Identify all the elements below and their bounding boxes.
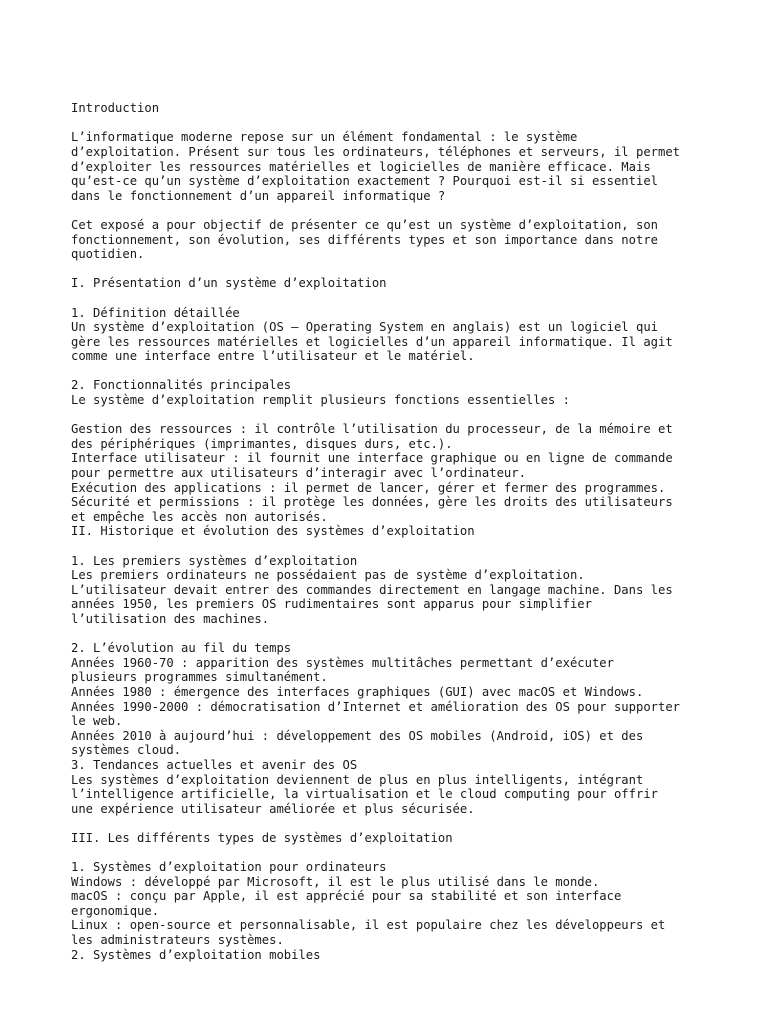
text-line: Les systèmes d’exploitation deviennent de plus en plus intelligents, intégrant — [71, 772, 644, 787]
text-line: le web. — [71, 714, 123, 729]
text-paragraph — [71, 554, 711, 627]
text-line: Un système d’exploitation (OS – Operating System en anglais) est un logiciel qui — [71, 320, 658, 335]
text-line: Le système d’exploitation remplit plusieurs fonctions essentielles : — [71, 393, 570, 408]
text-line: 1. Définition détaillée — [71, 305, 240, 320]
text-paragraph — [71, 641, 711, 816]
text-line: Années 2010 à aujourd’hui : développement des OS mobiles (Android, iOS) et des — [71, 728, 644, 743]
text-line: Windows : développé par Microsoft, il est le plus utilisé dans le monde. — [71, 874, 600, 889]
document-body — [71, 101, 711, 962]
text-line: Années 1980 : émergence des interfaces graphiques (GUI) avec macOS et Windows. — [71, 684, 644, 699]
text-line: 2. L’évolution au fil du temps — [71, 641, 292, 656]
text-paragraph — [71, 218, 711, 262]
text-line: Interface utilisateur : il fournit une interface graphique ou en ligne de commande — [71, 451, 673, 466]
paragraph-gap — [71, 408, 711, 423]
text-line: L’informatique moderne repose sur un élément fondamental : le système — [71, 130, 578, 145]
text-paragraph — [71, 101, 711, 116]
document-page — [71, 72, 711, 977]
text-line: 1. Systèmes d’exploitation pour ordinateurs — [71, 860, 387, 875]
text-paragraph — [71, 306, 711, 364]
paragraph-gap — [71, 291, 711, 306]
text-line: macOS : conçu par Apple, il est apprécié pour sa stabilité et son interface — [71, 889, 622, 904]
text-line: Linux : open-source et personnalisable, il est populaire chez les développeurs et — [71, 918, 666, 933]
text-line: Gestion des ressources : il contrôle l’utilisation du processeur, de la mémoire et — [71, 422, 673, 437]
text-line: II. Historique et évolution des systèmes d’exploitation — [71, 524, 475, 539]
text-line: les administrateurs systèmes. — [71, 933, 284, 948]
text-line: Exécution des applications : il permet de lancer, gérer et fermer des programmes. — [71, 480, 666, 495]
text-line: l’intelligence artificielle, la virtualisation et le cloud computing pour offrir — [71, 787, 658, 802]
text-line: une expérience utilisateur améliorée et plus sécurisée. — [71, 801, 475, 816]
text-line: 3. Tendances actuelles et avenir des OS — [71, 757, 358, 772]
text-line: Années 1960-70 : apparition des systèmes multitâches permettant d’exécuter — [71, 655, 614, 670]
text-paragraph — [71, 276, 711, 291]
text-line: Introduction — [71, 101, 160, 116]
paragraph-gap — [71, 539, 711, 554]
text-line: 2. Fonctionnalités principales — [71, 378, 292, 393]
text-line: des périphériques (imprimantes, disques durs, etc.). — [71, 436, 453, 451]
text-line: gère les ressources matérielles et logicielles d’un appareil informatique. Il agit — [71, 334, 673, 349]
text-line: ergonomique. — [71, 903, 160, 918]
text-line: l’utilisation des machines. — [71, 611, 270, 626]
paragraph-gap — [71, 364, 711, 379]
text-line: systèmes cloud. — [71, 743, 182, 758]
text-line: et empêche les accès non autorisés. — [71, 509, 328, 524]
paragraph-gap — [71, 816, 711, 831]
text-paragraph — [71, 860, 711, 962]
text-paragraph — [71, 831, 711, 846]
text-paragraph — [71, 422, 711, 539]
text-line: L’utilisateur devait entrer des commandes directement en langage machine. Dans les — [71, 582, 673, 597]
paragraph-gap — [71, 845, 711, 860]
text-line: d’exploiter les ressources matérielles et logicielles de manière efficace. Mais — [71, 159, 651, 174]
text-line: III. Les différents types de systèmes d’exploitation — [71, 830, 453, 845]
text-paragraph — [71, 378, 711, 407]
text-line: qu’est-ce qu’un système d’exploitation exactement ? Pourquoi est-il si essentiel — [71, 174, 658, 189]
text-line: 1. Les premiers systèmes d’exploitation — [71, 553, 358, 568]
text-line: Sécurité et permissions : il protège les données, gère les droits des utilisateurs — [71, 495, 673, 510]
paragraph-gap — [71, 116, 711, 131]
text-line: dans le fonctionnement d’un appareil informatique ? — [71, 188, 446, 203]
text-line: Cet exposé a pour objectif de présenter ce qu’est un système d’exploitation, son — [71, 217, 658, 232]
text-line: comme une interface entre l’utilisateur et le matériel. — [71, 349, 475, 364]
text-line: I. Présentation d’un système d’exploitation — [71, 276, 387, 291]
text-line: fonctionnement, son évolution, ses différents types et son importance dans notre — [71, 232, 658, 247]
paragraph-gap — [71, 262, 711, 277]
text-line: 2. Systèmes d’exploitation mobiles — [71, 947, 321, 962]
text-paragraph — [71, 130, 711, 203]
text-line: années 1950, les premiers OS rudimentaires sont apparus pour simplifier — [71, 597, 592, 612]
text-line: Années 1990-2000 : démocratisation d’Internet et amélioration des OS pour supporter — [71, 699, 681, 714]
paragraph-gap — [71, 627, 711, 642]
text-line: Les premiers ordinateurs ne possédaient pas de système d’exploitation. — [71, 568, 585, 583]
text-line: d’exploitation. Présent sur tous les ordinateurs, téléphones et serveurs, il permet — [71, 144, 681, 159]
text-line: pour permettre aux utilisateurs d’interagir avec l’ordinateur. — [71, 466, 526, 481]
text-line: quotidien. — [71, 247, 145, 262]
text-line: plusieurs programmes simultanément. — [71, 670, 328, 685]
paragraph-gap — [71, 203, 711, 218]
